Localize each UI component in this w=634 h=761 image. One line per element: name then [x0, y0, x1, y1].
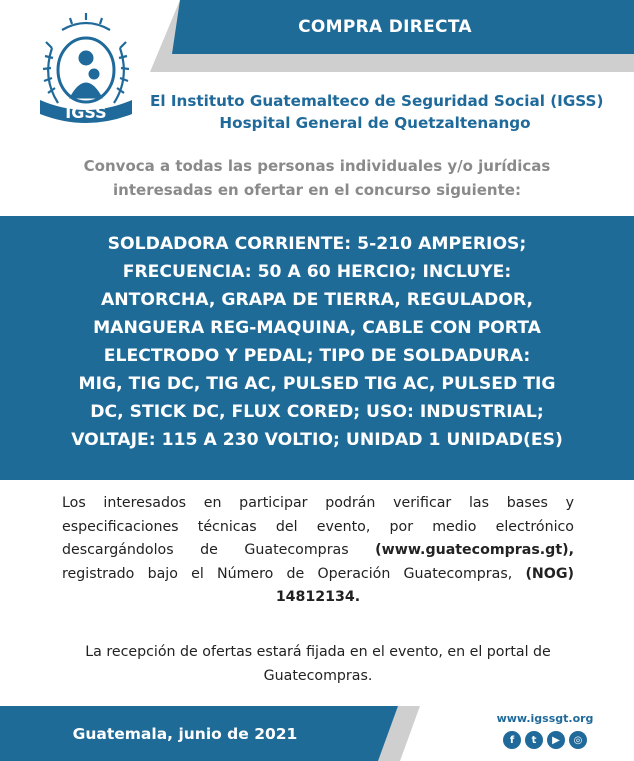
- organization-line-1: El Instituto Guatemalteco de Seguridad Social (IGSS): [150, 92, 604, 110]
- item-description: [30, 230, 604, 454]
- intro-text: [20, 154, 614, 202]
- item-line: MANGUERA REG-MAQUINA, CABLE CON PORTA: [93, 318, 541, 338]
- instagram-icon[interactable]: ◎: [569, 731, 587, 749]
- item-line: MIG, TIG DC, TIG AC, PULSED TIG AC, PULSED TIG: [78, 374, 556, 394]
- body-paragraph: [62, 492, 574, 610]
- header-title: COMPRA DIRECTA: [298, 17, 472, 37]
- guatecompras-url: (www.guatecompras.gt),: [375, 542, 574, 558]
- item-line: VOLTAJE: 115 A 230 VOLTIO; UNIDAD 1 UNIDAD(ES): [71, 430, 563, 450]
- website-link[interactable]: www.igssgt.org: [496, 712, 594, 725]
- social-icons: [470, 731, 620, 749]
- footer-contact: [470, 712, 620, 749]
- reception-paragraph: La recepción de ofertas estará fijada en el evento, en el portal de Guatecompras.: [85, 644, 551, 684]
- footer-date: Guatemala, junio de 2021: [72, 724, 298, 743]
- item-line: FRECUENCIA: 50 A 60 HERCIO; INCLUYE:: [122, 262, 512, 282]
- item-line: ANTORCHA, GRAPA DE TIERRA, REGULADOR,: [100, 290, 534, 310]
- item-line: ELECTRODO Y PEDAL; TIPO DE SOLDADURA:: [103, 346, 531, 366]
- intro-line-1: Convoca a todas las personas individuales y/o jurídicas: [83, 157, 551, 175]
- nog-number: (NOG) 14812134.: [275, 565, 574, 605]
- intro-line-2: interesadas en ofertar en el concurso siguiente:: [113, 181, 521, 199]
- body-part-2: registrado bajo el Número de Operación Guatecompras,: [62, 565, 526, 582]
- item-line: DC, STICK DC, FLUX CORED; USO: INDUSTRIAL;: [90, 402, 544, 422]
- facebook-icon[interactable]: f: [503, 731, 521, 749]
- organization-line-2: Hospital General de Quetzaltenango: [219, 114, 531, 132]
- body-part-1: Los interesados en participar podrán verificar las bases y especificaciones técnicas del evento, por medio electrónico descargándolos de Guatecompras: [62, 495, 574, 558]
- item-line: SOLDADORA CORRIENTE: 5-210 AMPERIOS;: [107, 234, 527, 254]
- igss-logo-lettering: IGSS: [65, 103, 107, 122]
- igss-emblem-icon: [22, 8, 150, 136]
- igss-logo: [22, 8, 150, 136]
- organization-name: [150, 90, 604, 134]
- twitter-icon[interactable]: t: [525, 731, 543, 749]
- youtube-icon[interactable]: ▶: [547, 731, 565, 749]
